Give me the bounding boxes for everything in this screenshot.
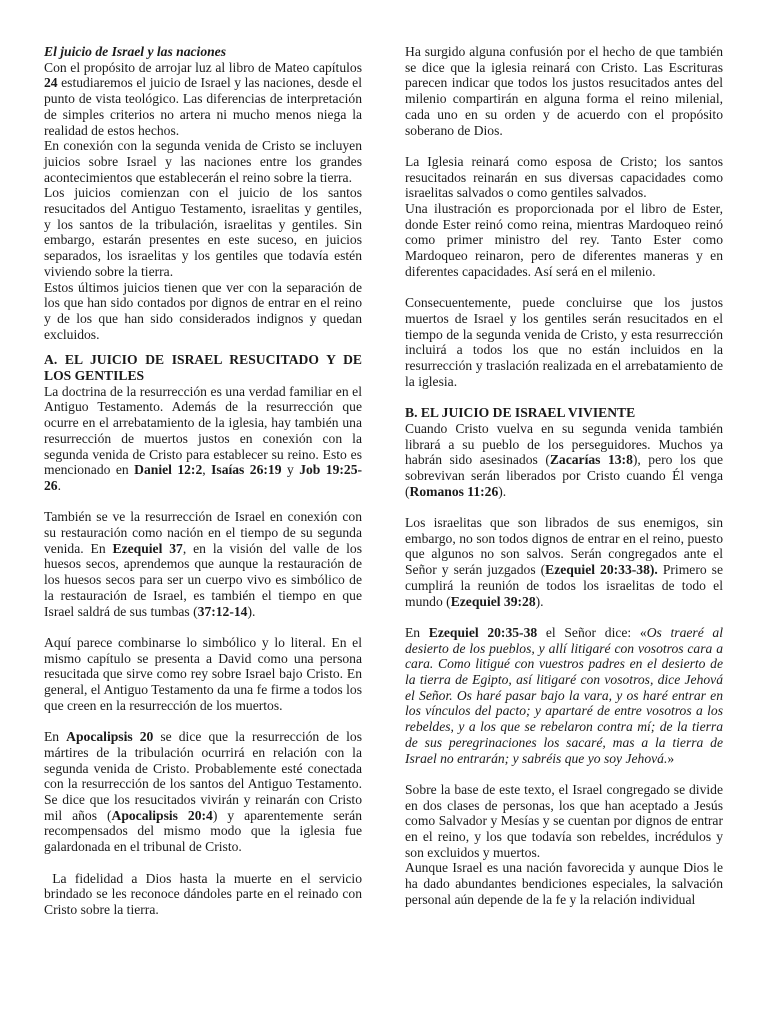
scripture-reference: Romanos 11:26 (409, 483, 499, 499)
paragraph: Sobre la base de este texto, el Israel congregado se divide en dos clases de personas, los que han aceptado a Jesús como Salvador y Mesías y se cuentan por dignos de entrar en el reino, y los que todavía son rebeldes, incrédulos y son excluidos y muertos. (405, 781, 723, 860)
text-run: se dice que la resurrección de los mártires de la tribulación ocurrirá en relación con la segunda venida de Cristo. Probablemente esté conectada con la resurrección de los santos del Antiguo Testamento. Se dice que los resucitados vivirán y reinarán con Cristo mil años ( (44, 729, 363, 823)
scripture-reference: Ezequiel 20:35-38 (428, 624, 538, 640)
paragraph: Consecuentemente, puede concluirse que los justos muertos de Israel y los gentiles serán resucitados en el tiempo de la segunda venida de Cristo, y esta resurrección incluirá a todos los que no están incluidos en la resurrección y traslación realizada en el arrebatamiento de la iglesia. (405, 295, 723, 389)
text-run: Con el propósito de arrojar luz al libro de Mateo capítulos (44, 59, 362, 75)
scripture-reference: Isaías 26:19 (211, 462, 282, 478)
chapter-reference: 24 (44, 75, 58, 91)
paragraph: Estos últimos juicios tienen que ver con la separación de los que han sido contados por dignos de entrar en el reino y de los que han sido considerados indignos y quedan excluidos. (44, 279, 362, 342)
paragraph: Los juicios comienzan con el juicio de los santos resucitados del Antiguo Testamento, israelitas y gentiles, y los santos de la tribulación, israelitas y gentiles. Sin embargo, estarán presentes en este suceso, en juicios separados, los israelitas y los gentiles que todavía estén viviendo sobre la tierra. (44, 185, 362, 279)
text-run: , en la visión del valle de los huesos secos, aprendemos que aunque la restauración de los huesos secos para ser un cuerpo vivo es simbólico de la restauración de Israel, es también el tiempo en que Israel saldrá de sus tumbas ( (44, 540, 362, 619)
scripture-reference: Zacarías 13:8 (549, 452, 633, 468)
scripture-reference: Ezequiel 20:33-38). (545, 562, 658, 578)
paragraph (44, 509, 362, 619)
paragraph (405, 515, 723, 609)
paragraph (44, 729, 362, 855)
text-run: Los israelitas que son librados de sus enemigos, sin embargo, no son todos dignos de entrar en el reino, puesto que algunos no son salvos. Serán congregados ante el Señor y serán juzgados ( (405, 515, 723, 578)
scripture-reference: Apocalipsis 20 (66, 729, 154, 745)
text-run: También se ve la resurrección de Israel en conexión con su restauración como nación en el tiempo de su segunda venida. En (44, 509, 362, 556)
text-run: . (57, 477, 61, 493)
paragraph: En conexión con la segunda venida de Cristo se incluyen juicios sobre Israel y las naciones entre los grandes acontecimientos que establecerán el reino sobre la tierra. (44, 138, 362, 185)
text-run: el Señor dice: « (537, 624, 647, 640)
text-run: Cuando Cristo vuelva en su segunda venida también librará a su pueblo de los perseguidores. Muchos ya habrán sido asesinados ( (405, 420, 723, 468)
scripture-quote: Os traeré al desierto de los pueblos, y allí litigaré con vosotros cara a cara. Como litigué con vuestros padres en el desierto de la tierra de Egipto, así litigaré con vosotros, dice Jehová el Señor. Os haré pasar bajo la vara, y os haré entrar en los vínculos del pacto; y apartaré de entre vosotros a los rebeldes, y a los que se rebelaron contra mí; de la tierra de sus peregrinaciones los sacaré, mas a la tierra de Israel no entrarán; y sabréis que yo soy Jehová. (405, 624, 723, 766)
text-run: , (202, 462, 212, 478)
paragraph (44, 60, 362, 139)
scripture-reference: Job 19:25-26 (44, 462, 363, 493)
text-run: ). (535, 593, 544, 609)
text-run: En (44, 729, 67, 745)
text-run: En (405, 624, 429, 640)
paragraph (405, 421, 723, 500)
left-column (44, 44, 366, 918)
paragraph: Aquí parece combinarse lo simbólico y lo literal. En el mismo capítulo se presenta a David como una persona resucitada que sirve como rey sobre Israel bajo Cristo. En general, el Antiguo Testamento da una fe firme a todos los que creen en la resurrección de los muertos. (44, 634, 362, 713)
paragraph (405, 625, 723, 766)
text-run: ) y aparentemente serán recompensados del mismo modo que la iglesia fue galardonada en el tribunal de Cristo. (44, 807, 362, 855)
paragraph: Aunque Israel es una nación favorecida y aunque Dios le ha dado abundantes bendiciones especiales, la salvación personal aún depende de la fe y la relación individual (405, 860, 723, 907)
scripture-reference: Daniel 12:2 (134, 462, 203, 478)
text-run: ). (498, 483, 507, 499)
text-run: » (667, 750, 675, 766)
document-title: El juicio de Israel y las naciones (44, 44, 227, 59)
text-run: estudiaremos el juicio de Israel y las naciones, desde el punto de vista teológico. Las diferencias de interpretación de simples criterios no artera ni mucho menos niega la realidad de estos hechos. (44, 75, 362, 138)
right-column (405, 44, 723, 908)
text-run: ). (247, 603, 256, 619)
text-run: y (281, 462, 300, 478)
paragraph: La fidelidad a Dios hasta la muerte en el servicio brindado se les reconoce dándoles parte en el reinado con Cristo sobre la tierra. (44, 870, 366, 917)
paragraph: La Iglesia reinará como esposa de Cristo; los santos resucitados reinarán en sus diversas capacidades como israelitas salvados o como gentiles salvados. (405, 153, 723, 201)
paragraph: Una ilustración es proporcionada por el libro de Ester, donde Ester reinó como reina, mientras Mardoqueo reinó como primer ministro del rey. Tanto Ester como Mardoqueo reinaron, pero de diferentes maneras y en diferentes capacidades. Así será en el milenio. (405, 201, 723, 279)
scripture-reference: Ezequiel 39:28 (450, 593, 536, 609)
text-run: Primero se cumplirá la reunión de todos los israelitas de todo el mundo ( (405, 562, 723, 609)
scripture-reference: 37:12-14 (197, 603, 248, 619)
scripture-reference: Ezequiel 37 (112, 540, 183, 556)
text-run: ), pero los que sobrevivan serán liberados por Cristo cuando Él venga ( (405, 452, 723, 499)
section-heading-a: A. EL JUICIO DE ISRAEL RESUCITADO Y DE LOS GENTILES (44, 352, 362, 384)
text-run: La doctrina de la resurrección es una verdad familiar en el Antiguo Testamento. Además de la resurrección que ocurre en el arrebatamiento de la iglesia, hay también una resurrección de muertos justos en conexión con la segunda venida de Cristo para establecer su reino. Esto es mencionado en (44, 383, 362, 478)
paragraph: Ha surgido alguna confusión por el hecho de que también se dice que la iglesia reinará con Cristo. Las Escrituras parecen indicar que todos los justos resucitados antes del milenio compartirán en alguna forma el reino milenial, cada uno en su orden y de acuerdo con el propósito soberano de Dios. (405, 44, 723, 138)
section-heading-b: B. EL JUICIO DE ISRAEL VIVIENTE (405, 405, 636, 421)
paragraph (44, 384, 362, 494)
scripture-reference: Apocalipsis 20:4 (111, 807, 213, 823)
